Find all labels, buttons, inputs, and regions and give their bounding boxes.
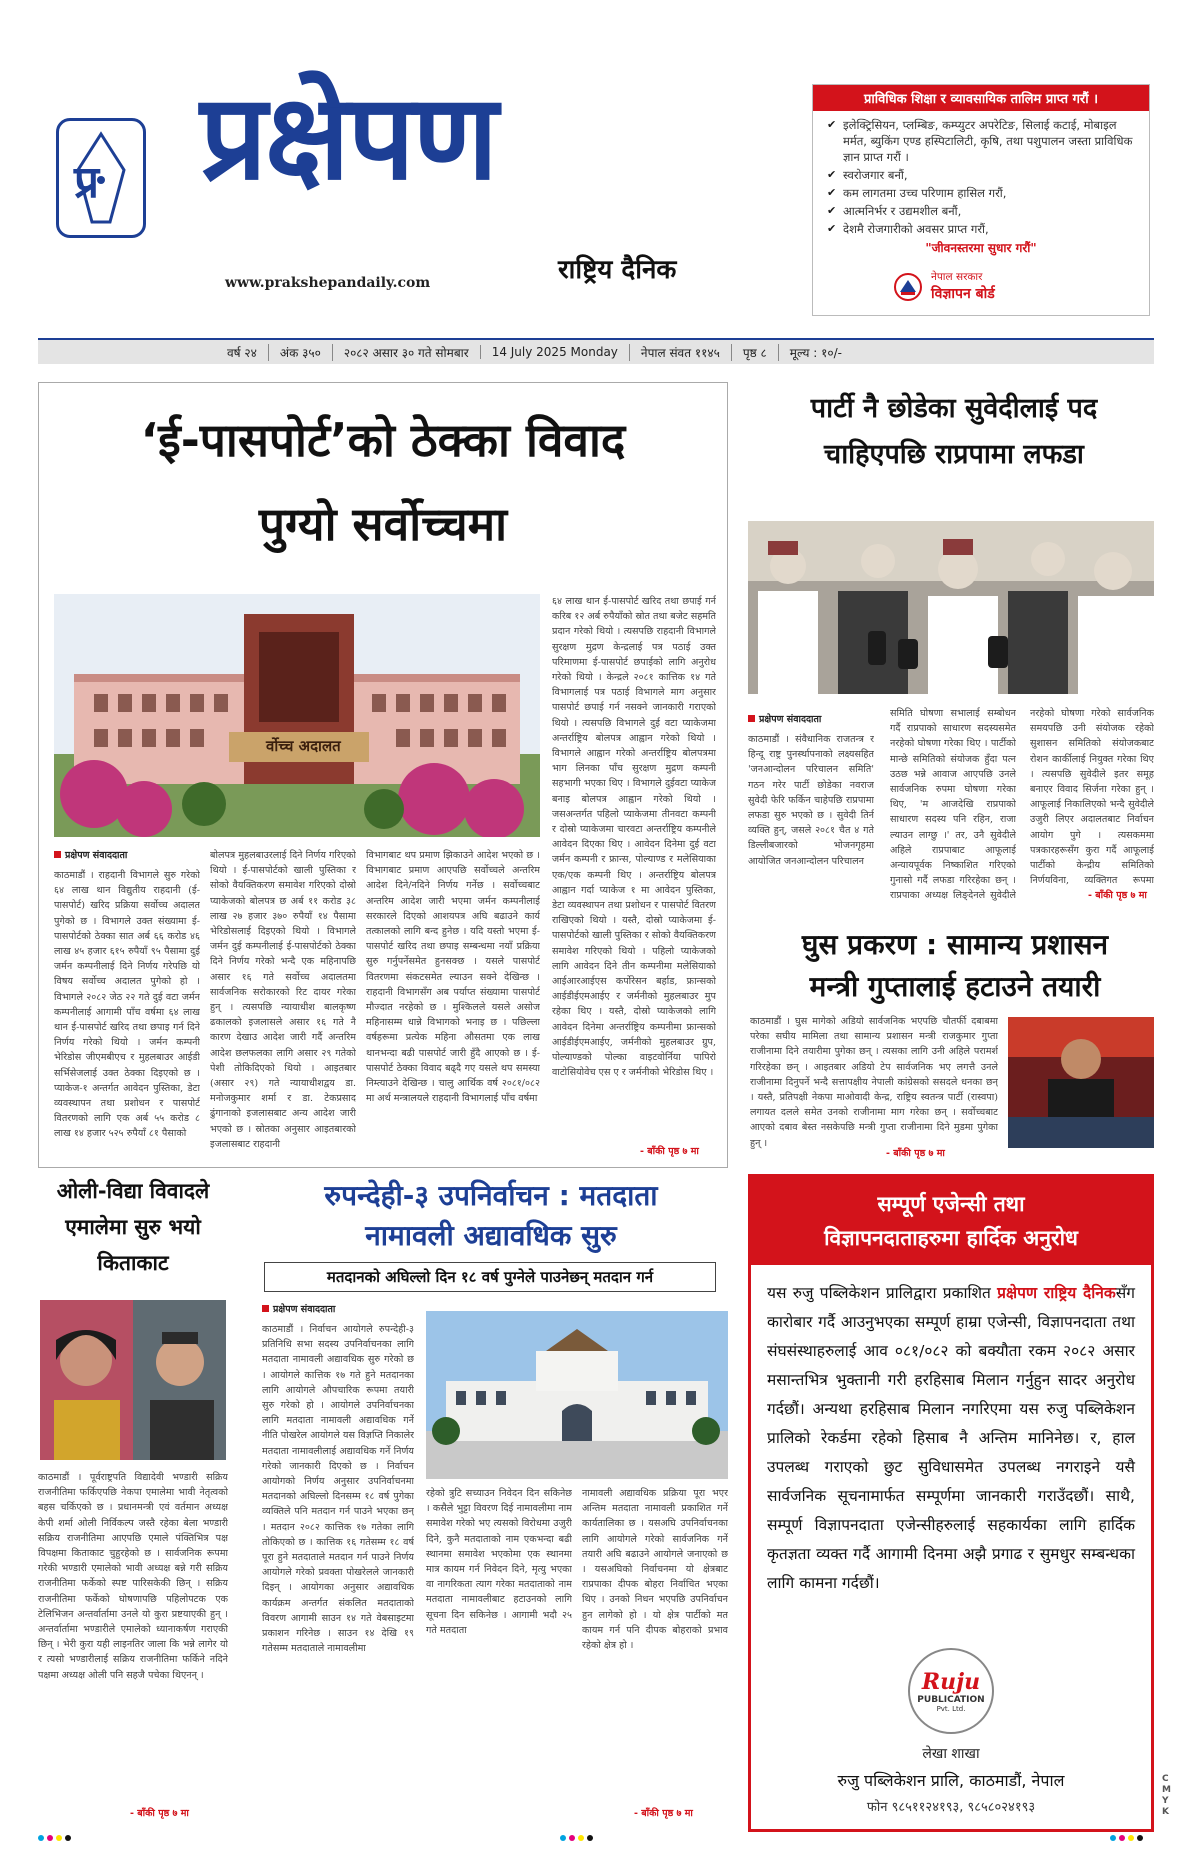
ruju-publication-logo [908, 1648, 994, 1734]
ad-heading: प्राविधिक शिक्षा र व्यावसायिक तालिम प्राप्त गरौं । [813, 85, 1149, 111]
volume-year: वर्ष २४ [227, 345, 257, 360]
subedi-column-1: काठमाडौं । संवैधानिक राजतन्त्र र हिन्दू राष्ट्र पुनर्स्थापनाको लक्ष्यसहित 'जनआन्दोलन परिचालन समिति' गठन गरेर पार्टी छोडेका नवराज सुवेदी फेरि फर्किन चाहेपछि राप्रपामा लफडा सुरु भएको छ । सुवेदी तिर्न व्यक्ति हुन्, जसले २०८१ चैत ४ गते डिल्लीबजारको भोजनगृहमा आयोजित जनआन्दोलन परिचालन [748, 734, 874, 867]
oli-headline-line3[interactable]: किताकाट [97, 1251, 169, 1275]
ad-list [813, 111, 1149, 237]
ghus-continued[interactable]: - बाँकी पृष्ठ ७ मा [886, 1148, 945, 1159]
lead-column-1: काठमाडौं । राहदानी विभागले सुरु गरेको ६४ लाख थान विद्युतीय राहदानी (ई-पासपोर्ट) खरिद प्रक्रिया सर्वोच्च अदालत पुगेको छ । विभागले उक्त संख्यामा ई-पासपोर्टको ठेक्का सात अर्ब ६६ करोड ४६ लाख ४५ हजार ६१५ रुपैयाँ ९५ पैसामा दुई जर्मन कम्पनीलाई दिने निर्णय गरेपछि यो विषय सर्वोच्च अदालत पुगेको हो । विभागले २०८२ जेठ २२ गते दुई वटा जर्मन कम्पनीलाई आगामी पाँच वर्षमा ६४ लाख थान ई-पासपोर्ट खरिद तथा छपाइ गर्न दिने निर्णय गरेको थियो । जर्मन कम्पनी भेरिडोस जीएमबीएच र मुहलबाउर आईडी सर्भिसेजलाई उक्त ठेक्का दिइएको छ । प्याकेज-१ अन्तर्गत आवेदन पुस्तिका, डेटा व्यवस्थापन तथा प्रशोधन र पासपोर्ट वितरणको लागि एक अर्ब ५५ करोड ८ लाख १४ हजार ५२५ रुपैयाँ ८१ पैसाको [54, 870, 200, 1140]
ad-item: ✔ कम लागतमा उच्च परिणाम हासिल गरौं, [827, 185, 1139, 201]
lead-byline: प्रक्षेपण संवाददाता [54, 848, 127, 861]
logo-sub: PUBLICATION [917, 1695, 985, 1705]
govt-emblem-block [893, 270, 995, 303]
page-number: पृष्ठ ८ [731, 344, 778, 361]
oli-headline-line2[interactable]: एमालेमा सुरु भयो [65, 1215, 201, 1239]
registration-dots-center [560, 1835, 593, 1841]
ghus-headline-line2[interactable]: मन्त्री गुप्तालाई हटाउने तयारी [809, 970, 1101, 1003]
agency-body-brand: प्रक्षेपण राष्ट्रिय दैनिक [997, 1284, 1116, 1302]
election-commission-photo [426, 1311, 728, 1479]
lead-headline-line1[interactable]: ‘ई-पासपोर्ट’को ठेक्का विवाद [140, 413, 626, 467]
lead-column-4: ६४ लाख थान ई-पासपोर्ट खरिद तथा छपाई गर्न करिब १२ अर्ब रुपैयाँको स्रोत तथा बजेट सहमति प्रदान गरेको थियो । त्यसपछि राहदानी विभागले सुरक्षण मुद्रण केन्द्रलाई पत्र पठाई उक्त परिमाणमा ई-पासपोर्ट छपाईको लागि अनुरोध गरेको थियो । केन्द्रले २०८१ कात्तिक १४ गते विभागलाई पत्र पठाई विभागले माग अनुसार पासपोर्ट छपाई गर्न नसक्ने जानकारी गराएको थियो । त्यसपछि विभागले दुई वटा प्याकेजमा अन्तर्राष्ट्रिय बोलपत्र आह्वान गरेको थियो । विभागले आह्वान गरेको अन्तर्राष्ट्रिय बोलपत्रमा भाग लिनका पाँच सुरक्षण मुद्रण कम्पनी सहभागी भएका थिए । विभागले दुईवटा प्याकेज बनाइ बोलपत्र आह्वान गरेको थियो । जसअन्तर्गत पहिलो प्याकेजमा तीनवटा कम्पनी र दोस्रो प्याकेजमा चारवटा अन्तर्राष्ट्रिय कम्पनीले आवेदन दिएका थिए । आवेदन दिनेमा दुई वटा जर्मन कम्पनी र फ्रान्स, पोल्याण्ड र मलेसियाका एक/एक कम्पनी थिए । अन्तर्राष्ट्रिय बोलपत्र आह्वान गर्दा प्याकेज १ मा आवेदन पुस्तिका, डेटा व्यवस्थापन तथा प्रशोधन र पासपोर्ट वितरण राखिएको थियो । यस्तै, दोस्रो प्याकेजमा ई-पासपोर्टको खाली पुस्तिका र सोको वैयक्तिकरण समावेश गरिएको थियो । पहिलो प्याकेजको लागि आवेदन दिने तीन कम्पनीमा मलेसियाको आईआरआईएस कर्पोरेसन बर्हाड, फ्रान्सको आईडीईएमआईए र जर्मनीको मुहलबाउर मुप रहेका थिए । यस्तै, दोस्रो प्याकेजको लागि आवेदन दिनेमा अन्तर्राष्ट्रिय कम्पनीमा फ्रान्सको आईडीईएमआईए, जर्मनीको मुहलबाउर ग्रुप, पोल्याण्डको पोल्का वाइटवोर्निया पापिरो वाटोसियोवेच एस ए र जर्मनीको भेरिडोस थिए । [552, 596, 716, 1079]
issue-number: अंक ३५० [268, 344, 332, 361]
rupandehi-subhead: मतदानको अघिल्लो दिन १८ वर्ष पुग्नेले पाउनेछन् मतदान गर्न [264, 1262, 716, 1292]
date-english: 14 July 2025 Monday [480, 345, 629, 359]
minister-photo [1008, 1017, 1154, 1148]
nepal-emblem-icon [893, 272, 923, 302]
lead-continued[interactable]: - बाँकी पृष्ठ ७ मा [640, 1146, 699, 1157]
masthead-tagline: राष्ट्रिय दैनिक [558, 255, 677, 285]
lead-headline-line2[interactable]: पुग्यो सर्वोच्चमा [258, 497, 508, 551]
website-link[interactable]: www.prakshepandaily.com [225, 275, 431, 291]
logo-letter: प्र [74, 157, 100, 208]
date-nepali: २०८२ असार ३० गते सोमबार [332, 344, 480, 361]
subedi-column-2: समिति घोषणा सभालाई सम्बोधन गर्दै राप्रपाको साधारण सदस्यसमेत नरहेको घोषणा गरेका थिए । पार्टीको मान्छे समितिको संयोजक हुँदा पत्न उठछ भन्ने आवाज आएपछि उनले सार्वजनिक रुपमा घोषणा गरेका थिए, 'म आजदेखि राप्रपाको साधारण सदस्य पनि रहिन, राजा ल्याउन लाग्छु ।' तर, उनै सुवेदीले अहिले राप्रपाबाट आफूलाई अन्यायपूर्वक निष्काशित गरिएको गुनासो गर्दै लफडा गरिरहेका छन् । राप्रपाका अध्यक्ष लिङ्देनले सुवेदीले [890, 708, 1016, 902]
agency-body-pre: यस रुजु पब्लिकेशन प्रालिद्वारा प्रकाशित [767, 1284, 991, 1302]
oli-continued[interactable]: - बाँकी पृष्ठ ७ मा [130, 1808, 189, 1819]
ad-item: ✔ स्वरोजगार बनौं, [827, 167, 1139, 183]
registration-dots-left [38, 1835, 71, 1841]
oli-body: काठमाडौं । पूर्वराष्ट्रपति विद्यादेवी भण्डारी सक्रिय राजनीतिमा फर्किएपछि नेकपा एमालेमा भावी नेतृत्वको बहस चर्किएको छ । प्रधानमन्त्री एवं वर्तमान अध्यक्ष केपी शर्मा ओली निर्विकल्प जस्तै रहेका बेला भण्डारी सक्रिय राजनीतिमा आएपछि एमाले पंक्तिभित्र पक्ष विपक्षमा किताकाट चुहुरहेको छ । सार्वजनिक रूपमा गरेकी भण्डारी एमालेको भावी अध्यक्ष बन्ने गरी सक्रिय राजनीतिमा फर्केको स्पष्ट पारिसकेकी छिन् । सक्रिय राजनीतिमा फर्केको घोषणापछि पहिलोपटक एक टेलिभिजन अन्तर्वार्तामा उनले यो कुरा प्रष्टयाएकी हुन् । अन्तर्वार्तामा भण्डारीले एमालेको ध्यानाकर्षण गराएकी छिन् । भेरी कुरा यही लाइनतिर जाला कि भन्ने लागेर यो र त्यसो भण्डारीलाई सक्रिय राजनीतिमा फर्किने नदिने पक्षमा अध्यक्ष ओली पनि सहजै पचेका थिएनन् । [38, 1472, 228, 1681]
cmyk-mark: CMYK [1162, 1774, 1171, 1817]
rupandehi-column-1: काठमाडौं । निर्वाचन आयोगले रुपन्देही-३ प्रतिनिधि सभा सदस्य उपनिर्वाचनका लागि मतदाता नामावली अद्यावधिक सुरु गरेको छ । आयोगले कात्तिक १७ गते हुने मतदानका लागि आयोगले औपचारिक रूपमा तयारी सुरु गरेको हो । आयोगले उपनिर्वाचनका लागि मतदाता नामावली अद्यावधिक गर्ने नीति पोखरेल आयोगले यस विज्ञप्ति निकालेर मतदाता नामावलीलाई अद्यावधिक गर्ने निर्णय गरेको जानकारी दिएको छ । निर्वाचन आयोगको निर्णय अनुसार उपनिर्वाचनमा मतदानको अघिल्लो दिनसम्म १८ वर्ष पुगेका व्यक्तिले पनि मतदान गर्न पाउने भएका छन् । मतदान २०८२ कात्तिक १७ गतेका लागि तोकिएको छ । कात्तिक १६ गतेसम्म १८ वर्ष पूरा हुने मतदाताले मतदान गर्न पाउने निर्णय आयोगले गरेको प्रवक्ता पोखरेलले जानकारी दिइन् । आयोगका अनुसार अद्यावधिक कार्यक्रम अन्तर्गत संकलित मतदाताको विवरण आगामी साउन १४ गते वेबसाइटमा प्रकाशन गरिनेछ । साउन १४ देखि १९ गतेसम्म मतदाताले नामावलीमा [262, 1324, 414, 1655]
agency-heading-line1: सम्पूर्ण एजेन्सी तथा [877, 1192, 1025, 1216]
agency-dept: लेखा शाखा [922, 1746, 980, 1762]
board-label: विज्ञापन बोर्ड [931, 286, 995, 302]
subedi-column-3: नरहेको घोषणा गरेको सार्वजनिक समयपछि उनी संयोजक रहेको सुशासन समितिको संयोजकबाट रोशन कार्कीलाई नियुक्त गरेका थिए । त्यसपछि सुवेदीले इतर समूह बनाएर विवाद सिर्जना गरेका हुन् । आफूलाई निकालिएको भन्दै सुवेदीले उजुरी लिएर अदालतबाट निर्वाचन आयोग पुगे । त्यसकममा पत्रकारहरूसँग कुरा गर्दै आफूलाई पार्टीको केन्द्रीय समितिको निर्णयविना, व्यक्तिगत रूपमा [1030, 708, 1154, 886]
rupandehi-column-3: नामावली अद्यावधिक प्रक्रिया पूरा भएर अन्तिम मतदाता नामावली प्रकाशित गर्ने कार्यतालिका छ । यसअघि उपनिर्वाचनका लागि आयोगले गरेको सार्वजनिक गर्ने तयारी अघि बढाउने आयोगले जनाएको छ । यसअघिको निर्वाचनमा यो क्षेत्रबाट राप्रपाका दीपक बोहरा निर्वाचित भएका थिए । उनको निधन भएपछि उपनिर्वाचन हुन लागेको हो । यो क्षेत्र पार्टीको मत कायम गर्न पनि दीपक बोहराको प्रभाव रहेको क्षेत्र हो । [582, 1488, 728, 1652]
ad-item: ✔ इलेक्ट्रिसियन, प्लम्बिङ, कम्प्युटर अपरेटिङ, सिलाई कटाई, मोबाइल मर्मत, ब्युकिंग एण्ड हस्पिटालिटी, कृषि, तथा पशुपालन जस्ता प्राविधिक ज्ञान प्राप्त गरौं । [827, 117, 1139, 165]
oli-headline-line1[interactable]: ओली-विद्या विवादले [56, 1179, 210, 1203]
rpp-leaders-photo [748, 521, 1154, 694]
rupandehi-continued[interactable]: - बाँकी पृष्ठ ७ मा [634, 1808, 693, 1819]
rupandehi-column-2: रहेको त्रुटि सच्याउन निवेदन दिन सकिनेछ । कसैले भुट्टा विवरण दिई नामावलीमा नाम समावेश गरेको भए त्यसको विरोधमा उजुरी दिने, कुनै मतदाताको नाम एकभन्दा बढी स्थानमा समावेश भएकोमा एक स्थानमा मात्र कायम गर्न निवेदन दिने, मृत्यु भएका वा नागरिकता त्याग गरेका मतदाताको नाम मतदाता नामावलीबाट हटाउनको लागि सूचना दिन सकिनेछ । आगामी भदौ २५ गते मतदाता [426, 1488, 572, 1636]
govt-label: नेपाल सरकार [931, 271, 983, 283]
logo-pvt: Pvt. Ltd. [936, 1705, 966, 1713]
oli-bidya-photo [40, 1300, 226, 1460]
subedi-continued[interactable]: - बाँकी पृष्ठ ७ मा [1088, 890, 1147, 901]
agency-body [751, 1265, 1151, 1598]
ad-slogan: "जीवनस्तरमा सुधार गरौं" [925, 241, 1037, 255]
lead-column-3: विभागबाट थप प्रमाण झिकाउने आदेश भएको छ । विभागबाट प्रमाण आएपछि सर्वोच्चले अन्तरिम आदेश दिने/नदिने निर्णय गर्नेछ । सर्वोच्चबाट अन्तरिम आदेश जारी भएमा जर्मन कम्पनीलाई सरकारले दिएको आशयपत्र अघि बढाउने कार्य तत्कालको लागि बन्द हुनेछ । यदि यस्तो भएमा ई-पासपोर्ट खरिद तथा छपाइ सम्बन्धमा नयाँ प्रक्रिया सुरु गर्नुपर्नेसमेत हुनसक्छ । यसले पासपोर्ट वितरणमा संकटसमेत ल्याउन सक्ने देखिन्छ । राहदानी विभागसँग अब पर्याप्त संख्यामा पासपोर्ट मौज्दात नरहेको छ । मुश्किलले यसले असोज महिनासम्म धान्ने विभागको भनाइ छ । पछिल्ला वर्षहरूमा प्रत्येक महिना औसतमा एक लाख थानभन्दा बढी पासपोर्ट जारी हुँदै आएको छ । ई-पासपोर्ट ठेक्का विवाद बढ्दै गए यसले थप समस्या निम्त्याउने देखिन्छ । चालु आर्थिक वर्ष २०८१/०८२ मा अर्थ मन्त्रालयले राहदानी विभागलाई पाँच वर्षमा [366, 850, 540, 1105]
agency-notice [748, 1174, 1154, 1832]
vocational-training-ad[interactable] [812, 84, 1150, 316]
dateline-bar [38, 338, 1154, 364]
nepal-samvat: नेपाल संवत ११४५ [629, 344, 731, 361]
ad-item: ✔ देशमै रोजगारीको अवसर प्राप्त गरौं, [827, 221, 1139, 237]
rupandehi-headline-line1[interactable]: रुपन्देही-३ उपनिर्वाचन : मतदाता [324, 1179, 658, 1212]
rupandehi-byline: प्रक्षेपण संवाददाता [262, 1302, 335, 1315]
agency-company: रुजु पब्लिकेशन प्रालि, काठमाडौं, नेपाल [837, 1771, 1065, 1790]
ghus-headline-line1[interactable]: घुस प्रकरण : सामान्य प्रशासन [801, 928, 1109, 961]
logo-name: Ruju [921, 1669, 981, 1695]
subedi-headline-line2[interactable]: चाहिएपछि राप्रपामा लफडा [824, 439, 1084, 470]
masthead-title: प्रक्षेपण [200, 68, 497, 206]
subedi-headline-line1[interactable]: पार्टी नै छोडेका सुवेदीलाई पद [810, 393, 1098, 424]
ad-item: ✔ आत्मनिर्भर र उद्यमशील बनौं, [827, 203, 1139, 219]
registration-dots-right [1110, 1835, 1143, 1841]
court-sign: र्वोच्च अदालत [266, 737, 341, 755]
lead-column-2: बोलपत्र मुहलबाउरलाई दिने निर्णय गरिएको थियो । ई-पासपोर्टको खाली पुस्तिका र सोको वैयक्तिकरण समावेश गरिएको दोस्रो प्याकेजको बोलपत्र छ अर्ब ११ करोड ३८ लाख २७ हजार ३७० रुपैयाँ १४ पैसामा भेरिडोसलाई दिइएको थियो । विभागले जर्मन दुई कम्पनीलाई ई-पासपोर्टको ठेक्का दिने निर्णय गरेको भन्दै एक महिनापछि असार १६ गते सर्वोच्च अदालतमा सार्वजनिक सरोकारको रिट दायर गरेका हुन् । त्यसपछि न्यायाधीश बालकृष्ण ढकालको इजलासले असार १६ गते नै कारण देखाउ आदेश जारी गर्दै अन्तरिम आदेश छलफलका लागि असार २९ गतेको पेशी तोकिदिएको थियो । आइतबार (असार २९) गते न्यायाधीशद्वय डा. मनोजकुमार शर्मा र डा. टेकप्रसाद ढुंगानाको इजलासबाट अन्य आदेश जारी भएको छ । स्रोतका अनुसार आइतबारको इजलासबाट राहदानी [210, 850, 356, 1150]
agency-body-text: सँग कारोबार गर्दै आउनुभएका सम्पूर्ण हाम्रा एजेन्सी, विज्ञापनदाता तथा संघसंस्थाहरुलाई आव ०८१/०८२ को बक्यौता रकम २०८२ असार मसान्तभित्र भुक्तानी गरी हरहिसाब मिलान गर्नुहुन सादर अनुरोध गर्दछौं। अन्यथा हरहिसाब मिलान नगरिएमा यस रुजु पब्लिकेशन प्रालिको रेकर्डमा रहेको हिसाब नै अन्तिम मानिनेछ। र, हाल उपलब्ध गराएको छुट सुविधासमेत उपलब्ध नगराइने यसै सार्वजनिक सूचनामार्फत सम्पूर्णमा जानकारी गराउँदछौं। साथै, सम्पूर्ण विज्ञापनदाता एजेन्सीहरुलाई सहकार्यका लागि हार्दिक कृतज्ञता व्यक्त गर्दै आगामी दिनमा अझै प्रगाढ र सुमधुर सम्बन्धका लागि कामना गर्दछौं। [767, 1284, 1135, 1592]
rupandehi-headline-line2[interactable]: नामावली अद्यावधिक सुरु [365, 1219, 617, 1252]
subedi-byline: प्रक्षेपण संवाददाता [748, 712, 821, 725]
agency-phone: फोन ९८५११२४१९३, ९८५८०२४१९३ [866, 1800, 1036, 1815]
ghus-body: काठमाडौं । घुस मागेको अडियो सार्वजनिक भएपछि चौतर्फी दबाबमा परेका सघीय मामिला तथा सामान्य प्रशासन मन्त्री राजकुमार गुप्ता राजीनामा दिने तयारीमा पुगेका छन् । त्यसका लागि उनी अहिले परामर्श गरिरहेका छन् । आइतबार अडियो टेप सार्वजनिक भए लगत्तै उनले राजीनामा दिनुपर्ने भन्दै सत्तापक्षीय नेपाली कांग्रेसको ससदले धनका छन् । यस्तै, प्रतिपक्षी नेकपा माओवादी केन्द्र, राष्ट्रिय स्वतन्त्र पार्टी (रास्वपा) लगायत दलले समेत उनको राजीनामा माग गरेका छन् । सर्वोच्चबाट आएको दबाव बेस्त नसकेपछि मन्त्री गुप्ता राजीनामा दिने मुडमा पुगेका हुन् । [750, 1016, 998, 1149]
masthead-logo [56, 118, 146, 238]
agency-heading-line2: विज्ञापनदाताहरुमा हार्दिक अनुरोध [824, 1226, 1078, 1250]
supreme-court-photo [54, 594, 540, 837]
agency-heading [751, 1177, 1151, 1265]
price: मूल्य : १०/- [778, 344, 853, 361]
agency-footer [767, 1648, 1135, 1815]
